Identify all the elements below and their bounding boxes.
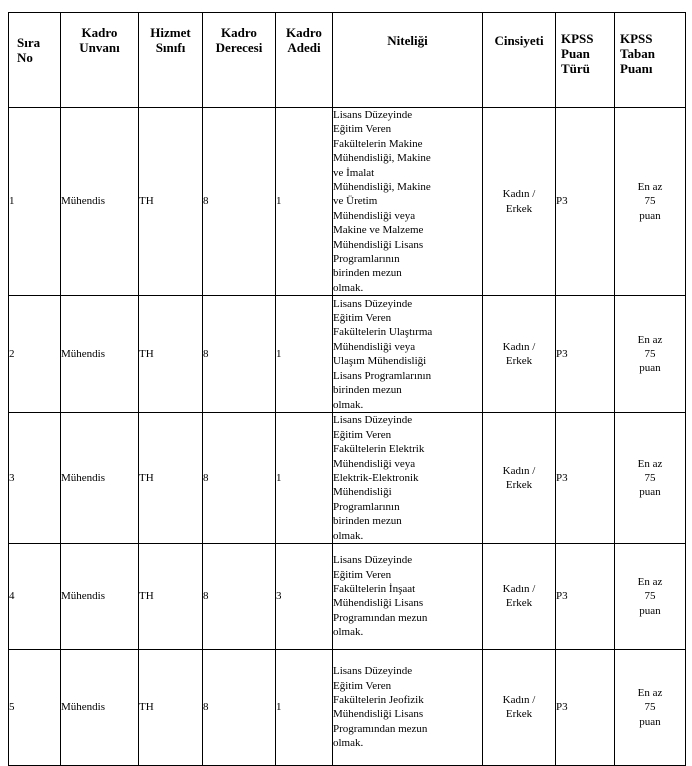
header-row — [9, 13, 686, 108]
cell-adet: 1 — [276, 649, 333, 765]
cell-sinif: TH — [139, 543, 203, 649]
cell-nitelik: Lisans Düzeyinde Eğitim Veren Fakültelerin Jeofizik Mühendisliği Lisans Programından mezun olmak. — [333, 649, 483, 765]
cell-cinsiyet: Kadın / Erkek — [483, 649, 556, 765]
cell-nitelik: Lisans Düzeyinde Eğitim Veren Fakültelerin Makine Mühendisliği, Makine ve İmalat Mühendisliği, Makine ve Üretim Mühendisliği veya Makine ve Malzeme Mühendisliği Lisans Programlarının birinden mezun olmak. — [333, 108, 483, 296]
cell-sira: 4 — [9, 543, 61, 649]
cell-puanturu: P3 — [556, 296, 615, 413]
header-unvan: Kadro Unvanı — [61, 13, 139, 108]
cell-unvan: Mühendis — [61, 108, 139, 296]
cell-cinsiyet: Kadın / Erkek — [483, 296, 556, 413]
cell-cinsiyet: Kadın / Erkek — [483, 543, 556, 649]
cell-taban: En az 75 puan — [615, 413, 686, 544]
table-row — [9, 543, 686, 649]
cell-derece: 8 — [203, 413, 276, 544]
table-row — [9, 296, 686, 413]
cell-derece: 8 — [203, 649, 276, 765]
cell-puanturu: P3 — [556, 108, 615, 296]
cell-unvan: Mühendis — [61, 543, 139, 649]
cell-puanturu: P3 — [556, 413, 615, 544]
table-row — [9, 413, 686, 544]
cell-taban: En az 75 puan — [615, 108, 686, 296]
cell-derece: 8 — [203, 108, 276, 296]
cell-sinif: TH — [139, 413, 203, 544]
table-row — [9, 108, 686, 296]
cell-sira: 3 — [9, 413, 61, 544]
header-sinif: Hizmet Sınıfı — [139, 13, 203, 108]
kadro-table — [8, 12, 686, 766]
cell-sira: 1 — [9, 108, 61, 296]
cell-sinif: TH — [139, 649, 203, 765]
cell-unvan: Mühendis — [61, 413, 139, 544]
cell-sinif: TH — [139, 296, 203, 413]
header-sira: Sıra No — [9, 13, 61, 108]
cell-adet: 1 — [276, 108, 333, 296]
header-cinsiyet: Cinsiyeti — [483, 13, 556, 108]
cell-unvan: Mühendis — [61, 296, 139, 413]
header-puanturu: KPSS Puan Türü — [556, 13, 615, 108]
header-adet: Kadro Adedi — [276, 13, 333, 108]
cell-cinsiyet: Kadın / Erkek — [483, 413, 556, 544]
cell-derece: 8 — [203, 296, 276, 413]
header-nitelik: Niteliği — [333, 13, 483, 108]
cell-sinif: TH — [139, 108, 203, 296]
cell-unvan: Mühendis — [61, 649, 139, 765]
table-row — [9, 649, 686, 765]
cell-adet: 1 — [276, 413, 333, 544]
cell-adet: 3 — [276, 543, 333, 649]
cell-taban: En az 75 puan — [615, 296, 686, 413]
cell-derece: 8 — [203, 543, 276, 649]
cell-taban: En az 75 puan — [615, 543, 686, 649]
header-derece: Kadro Derecesi — [203, 13, 276, 108]
cell-nitelik: Lisans Düzeyinde Eğitim Veren Fakültelerin Ulaştırma Mühendisliği veya Ulaşım Mühendisliği Lisans Programlarının birinden mezun olmak. — [333, 296, 483, 413]
cell-adet: 1 — [276, 296, 333, 413]
cell-taban: En az 75 puan — [615, 649, 686, 765]
cell-nitelik: Lisans Düzeyinde Eğitim Veren Fakültelerin İnşaat Mühendisliği Lisans Programından mezun olmak. — [333, 543, 483, 649]
header-taban: KPSS Taban Puanı — [615, 13, 686, 108]
cell-cinsiyet: Kadın / Erkek — [483, 108, 556, 296]
cell-puanturu: P3 — [556, 649, 615, 765]
cell-nitelik: Lisans Düzeyinde Eğitim Veren Fakültelerin Elektrik Mühendisliği veya Elektrik-Elektronik Mühendisliği Programlarının birinden mezun olmak. — [333, 413, 483, 544]
cell-sira: 2 — [9, 296, 61, 413]
cell-sira: 5 — [9, 649, 61, 765]
cell-puanturu: P3 — [556, 543, 615, 649]
